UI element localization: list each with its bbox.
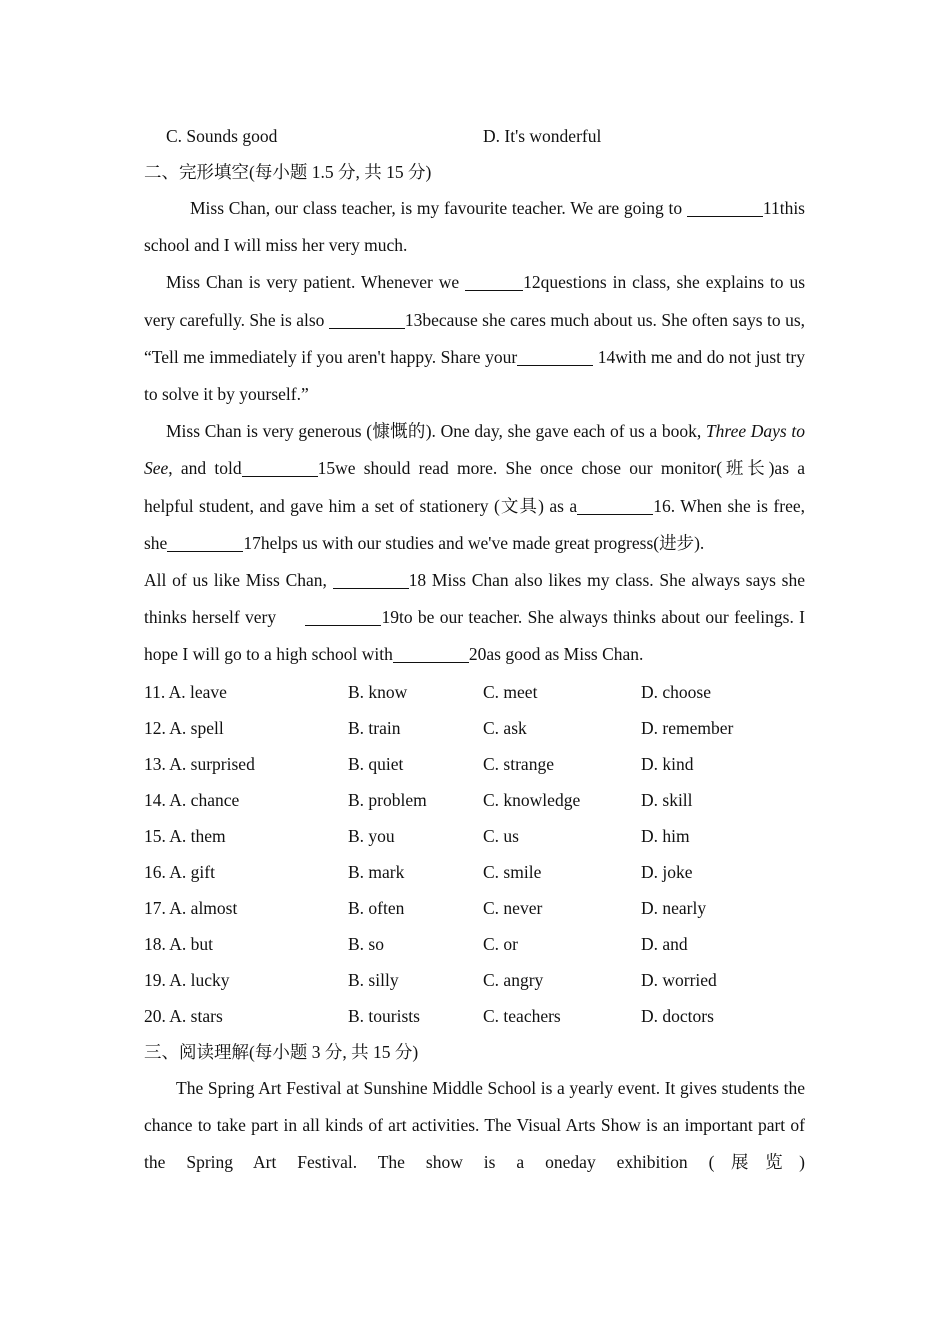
option-d[interactable]: D. remember xyxy=(641,717,734,738)
option-a[interactable]: 16. A. gift xyxy=(144,861,215,882)
blank-13[interactable] xyxy=(329,310,405,329)
option-d[interactable]: D. worried xyxy=(641,969,717,990)
exam-page xyxy=(144,118,805,1181)
option-c[interactable]: C. us xyxy=(483,825,519,846)
option-b[interactable]: B. know xyxy=(348,681,408,702)
option-a[interactable]: 17. A. almost xyxy=(144,897,238,918)
question-row xyxy=(144,782,805,818)
question-row xyxy=(144,818,805,854)
p3-text-c: 15we should read more. She once chose our monitor(班长)as a helpful student, and gave him a set of stationery (文具) as a xyxy=(144,458,805,516)
question-row xyxy=(144,926,805,962)
option-b[interactable]: B. so xyxy=(348,933,384,954)
blank-19[interactable] xyxy=(305,608,381,627)
option-d[interactable]: D. skill xyxy=(641,789,693,810)
p2-text-a: Miss Chan is very patient. Whenever we xyxy=(166,272,460,293)
option-b[interactable]: B. mark xyxy=(348,861,405,882)
option-a[interactable]: 20. A. stars xyxy=(144,1005,223,1026)
p2-text-d: 14with me and do not just try to solve it by yourself.” xyxy=(144,346,806,405)
question-row xyxy=(144,962,805,998)
p3-text-b: , and told xyxy=(168,458,242,479)
p1-text-a: Miss Chan, our class teacher, is my favourite teacher. We are going to xyxy=(190,198,683,218)
p3-text-d: 16. When she is free, she xyxy=(144,495,805,553)
section3-heading: 三、阅读理解(每小题 3 分, 共 15 分) xyxy=(144,1041,419,1062)
option-b[interactable]: B. train xyxy=(348,717,401,738)
option-b[interactable]: B. you xyxy=(348,825,395,846)
option-d[interactable]: D. joke xyxy=(641,861,693,882)
option-c[interactable]: C. or xyxy=(483,933,518,954)
option-c[interactable]: C. angry xyxy=(483,969,544,990)
reading-paragraph-1: The Spring Art Festival at Sunshine Middle School is a yearly event. It gives students the chance to take part in all kinds of art activities. The Visual Arts Show is an important part of the Spring Art Festival. The show is a oneday exhibition (展览) xyxy=(144,1077,805,1173)
option-a[interactable]: 19. A. lucky xyxy=(144,969,230,990)
option-b[interactable]: B. quiet xyxy=(348,753,404,774)
section2-heading: 二、完形填空(每小题 1.5 分, 共 15 分) xyxy=(144,162,432,182)
p4-text-a: All of us like Miss Chan, xyxy=(144,570,327,591)
option-c[interactable]: C. strange xyxy=(483,753,554,774)
option-d[interactable]: D. nearly xyxy=(641,897,707,918)
p4-text-b: 18 Miss Chan also likes my class. She always says she thinks herself very xyxy=(144,570,806,628)
blank-12[interactable] xyxy=(465,273,523,292)
question-row xyxy=(144,854,805,890)
option-c[interactable]: C. smile xyxy=(483,861,542,882)
option-d[interactable]: D. choose xyxy=(641,681,711,702)
question-row xyxy=(144,746,805,782)
option-c[interactable]: C. teachers xyxy=(483,1005,561,1026)
option-a[interactable]: 15. A. them xyxy=(144,825,226,846)
p4-text-c: 19to be our teacher. She always thinks about our feelings. I hope I will go to a high school with xyxy=(144,607,806,665)
option-a[interactable]: 12. A. spell xyxy=(144,717,224,738)
question-row xyxy=(144,710,805,746)
option-d[interactable]: D. and xyxy=(641,933,688,954)
cloze-options xyxy=(144,674,805,1034)
p4-text-d: 20as good as Miss Chan. xyxy=(468,644,644,665)
option-d[interactable]: D. doctors xyxy=(641,1005,714,1026)
option-d[interactable]: D. kind xyxy=(641,753,694,774)
cloze-paragraph-3 xyxy=(144,413,805,562)
option-b[interactable]: B. often xyxy=(348,897,405,918)
option-c[interactable]: C. never xyxy=(483,897,543,918)
p3-text-e: 17helps us with our studies and we've made great progress(进步). xyxy=(243,532,705,553)
option-c[interactable]: C. ask xyxy=(483,717,527,738)
cloze-paragraph-4 xyxy=(144,562,805,674)
p2-text-c: 13because she cares much about us. She often says to us, “Tell me immediately if you aren't happy. Share your xyxy=(144,309,806,367)
question-row xyxy=(144,998,805,1034)
option-a[interactable]: 11. A. leave xyxy=(144,681,227,702)
cloze-paragraph-1 xyxy=(144,190,805,264)
option-a[interactable]: 13. A. surprised xyxy=(144,753,255,774)
blank-20[interactable] xyxy=(393,645,469,664)
p1-text-b: 11this school and I will miss her very much. xyxy=(144,198,805,256)
blank-18[interactable] xyxy=(333,571,409,590)
option-a[interactable]: 14. A. chance xyxy=(144,789,240,810)
option-a[interactable]: 18. A. but xyxy=(144,933,214,954)
question-row xyxy=(144,890,805,926)
cloze-paragraph-2 xyxy=(144,264,805,413)
option-c[interactable]: C. meet xyxy=(483,681,538,702)
option-d[interactable]: D. him xyxy=(641,825,690,846)
option-d[interactable]: D. It's wonderful xyxy=(483,126,602,146)
p3-text-a: Miss Chan is very generous (慷慨的). One day, she gave each of us a book, xyxy=(166,421,702,442)
option-b[interactable]: B. problem xyxy=(348,789,427,810)
blank-17[interactable] xyxy=(167,533,243,552)
option-b[interactable]: B. tourists xyxy=(348,1005,420,1026)
p2-text-b: 12questions in class, she explains to us very carefully. She is also xyxy=(144,272,806,330)
blank-15[interactable] xyxy=(242,459,318,478)
book-title: Three Days to See xyxy=(144,421,806,479)
blank-14[interactable] xyxy=(517,347,593,366)
option-c[interactable]: C. knowledge xyxy=(483,789,581,810)
option-c[interactable]: C. Sounds good xyxy=(166,126,278,146)
blank-11[interactable] xyxy=(687,199,763,218)
previous-question-options xyxy=(144,118,805,154)
blank-16[interactable] xyxy=(577,496,653,515)
option-b[interactable]: B. silly xyxy=(348,969,399,990)
question-row xyxy=(144,674,805,710)
